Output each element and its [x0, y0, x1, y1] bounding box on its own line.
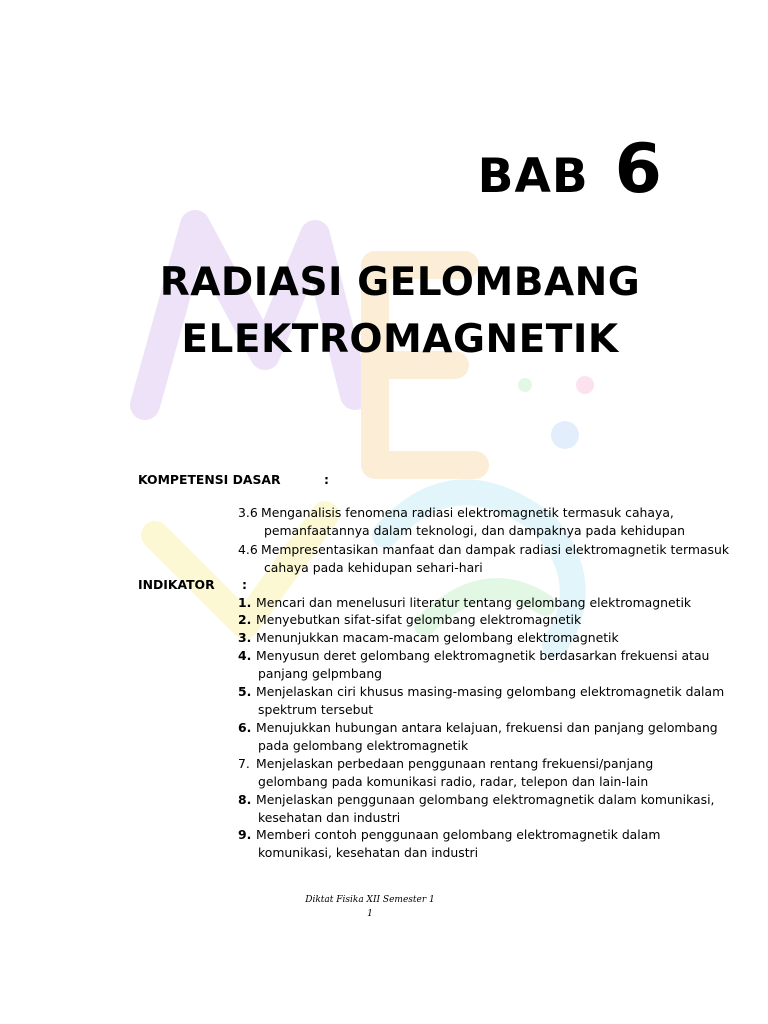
indicator-text: Mencari dan menelusuri literatur tentang gelombang elektromagnetik [256, 595, 692, 610]
kd-item-number: 4.6 [238, 542, 258, 557]
kd-item-line: Mempresentasikan manfaat dan dampak radiasi elektromagnetik termasuk [261, 542, 729, 557]
indicator-text: kesehatan dan industri [258, 810, 401, 825]
indicator-number: 2. [238, 612, 252, 627]
chapter-heading [478, 130, 662, 209]
page-number: 1 [367, 909, 373, 919]
kd-item-line: cahaya pada kehidupan sehari-hari [264, 560, 483, 575]
chapter-number: 6 [614, 130, 662, 209]
indicator-number: 4. [238, 648, 252, 663]
chapter-title-line-2: ELEKTROMAGNETIK [181, 317, 619, 362]
indicator-number: 9. [238, 827, 252, 842]
indicator-number: 7. [238, 756, 250, 771]
indicator-text: Menjelaskan penggunaan gelombang elektromagnetik dalam komunikasi, [256, 792, 715, 807]
indicator-text: Memberi contoh penggunaan gelombang elektromagnetik dalam [256, 827, 661, 842]
indicator-number: 3. [238, 630, 252, 645]
chapter-label: BAB [477, 149, 589, 204]
indicator-text: Menyusun deret gelombang elektromagnetik berdasarkan frekuensi atau [256, 648, 710, 663]
indicator-text: Menjelaskan perbedaan penggunaan rentang frekuensi/panjang [256, 756, 654, 771]
indikator-colon: : [242, 577, 247, 592]
indicator-number: 1. [238, 595, 252, 610]
kd-item-number: 3.6 [238, 505, 258, 520]
page-footer [300, 893, 440, 921]
kompetensi-dasar-label: KOMPETENSI DASAR [138, 472, 281, 487]
footer-title: Diktat Fisika XII Semester 1 [305, 895, 435, 905]
indikator-label: INDIKATOR [138, 577, 215, 592]
chapter-title [100, 254, 700, 368]
indicator-number: 6. [238, 720, 252, 735]
indicator-text: panjang gelpmbang [258, 666, 383, 681]
indicator-text: komunikasi, kesehatan dan industri [258, 845, 479, 860]
indicator-text: spektrum tersebut [258, 702, 374, 717]
kompetensi-dasar-colon: : [324, 472, 329, 487]
kd-item-line: Menganalisis fenomena radiasi elektromagnetik termasuk cahaya, [261, 505, 674, 520]
indicator-number: 8. [238, 792, 252, 807]
chapter-title-line-1: RADIASI GELOMBANG [159, 260, 641, 305]
indicator-text: Menunjukkan macam-macam gelombang elektromagnetik [256, 630, 619, 645]
indicator-number: 5. [238, 684, 252, 699]
indicator-text: gelombang pada komunikasi radio, radar, telepon dan lain-lain [258, 774, 649, 789]
indicator-text: Menujukkan hubungan antara kelajuan, frekuensi dan panjang gelombang [256, 720, 718, 735]
indicator-text: pada gelombang elektromagnetik [258, 738, 469, 753]
indicator-text: Menyebutkan sifat-sifat gelombang elektromagnetik [256, 612, 582, 627]
indicator-text: Menjelaskan ciri khusus masing-masing gelombang elektromagnetik dalam [256, 684, 725, 699]
kd-item-line: pemanfaatannya dalam teknologi, dan dampaknya pada kehidupan [264, 523, 686, 538]
